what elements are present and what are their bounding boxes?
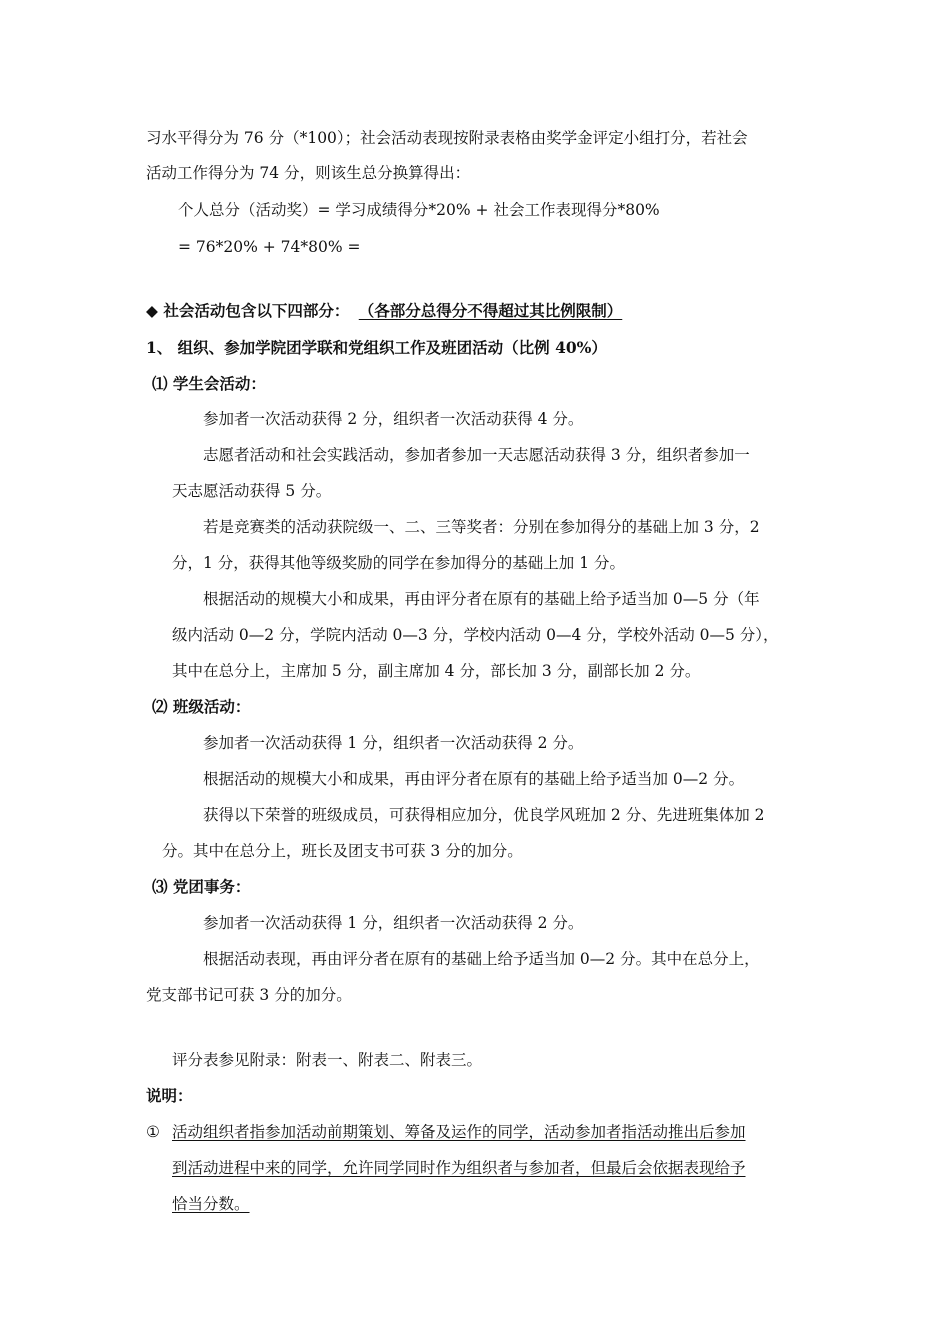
note-title: 说明： [146,1086,193,1105]
sub2-para-3b: 分。其中在总分上，班长及团支书可获 3 分的加分。 [162,842,523,860]
sub1-para-3b: 分，1 分，获得其他等级奖励的同学在参加得分的基础上加 1 分。 [172,554,626,572]
appendix-reference: 评分表参见附录：附表一、附表二、附表三。 [172,1051,483,1069]
formula-line-2: = 76*20% + 74*80% = [178,238,361,256]
heading-note: （各部分总得分不得超过其比例限制） [358,301,623,320]
formula-line-1: 个人总分（活动奖）= 学习成绩得分*20% + 社会工作表现得分*80% [178,201,660,219]
note-marker: ① [146,1123,160,1141]
sub1-para-2a: 志愿者活动和社会实践活动，参加者参加一天志愿活动获得 3 分，组织者参加一 [203,446,750,464]
intro-line-1: 习水平得分为 76 分（*100）；社会活动表现按附录表格由奖学金评定小组打分，若社会 [146,129,748,147]
sub1-para-4c: 其中在总分上，主席加 5 分，副主席加 4 分，部长加 3 分，副部长加 2 分。 [172,662,701,680]
sub1-para-4a: 根据活动的规模大小和成果，再由评分者在原有的基础上给予适当加 0—5 分（年 [203,590,760,608]
section-heading [146,300,622,322]
part1-title: 1、 组织、参加学院团学联和党组织工作及班团活动（比例 40%） [146,338,607,357]
diamond-icon: ◆ [146,301,158,320]
intro-line-2: 活动工作得分为 74 分，则该生总分换算得出： [146,164,471,182]
sub1-para-2b: 天志愿活动获得 5 分。 [172,482,332,500]
sub3-para-1: 参加者一次活动获得 1 分，组织者一次活动获得 2 分。 [203,914,584,932]
note-line-3: 恰当分数。 [172,1195,250,1213]
sub1-para-1: 参加者一次活动获得 2 分，组织者一次活动获得 4 分。 [203,410,584,428]
sub3-para-2a: 根据活动表现，再由评分者在原有的基础上给予适当加 0—2 分。其中在总分上， [203,950,760,968]
sub1-para-3a: 若是竞赛类的活动获院级一、二、三等奖者：分别在参加得分的基础上加 3 分，2 [203,518,760,536]
sub2-title: ⑵ 班级活动： [152,697,251,716]
sub3-title: ⑶ 党团事务： [152,877,251,896]
sub1-para-4b: 级内活动 0—2 分，学院内活动 0—3 分，学校内活动 0—4 分，学校外活动 0—5 分）， [172,626,779,644]
sub1-title: ⑴ 学生会活动： [152,374,266,393]
note-line-1: 活动组织者指参加活动前期策划、筹备及运作的同学，活动参加者指活动推出后参加 [172,1123,746,1141]
sub2-para-1: 参加者一次活动获得 1 分，组织者一次活动获得 2 分。 [203,734,584,752]
sub2-para-3a: 获得以下荣誉的班级成员，可获得相应加分，优良学风班加 2 分、先进班集体加 2 [203,806,765,824]
note-line-2: 到活动进程中来的同学，允许同学同时作为组织者与参加者，但最后会依据表现给予 [172,1159,746,1177]
sub3-para-2b: 党支部书记可获 3 分的加分。 [146,986,352,1004]
sub2-para-2: 根据活动的规模大小和成果，再由评分者在原有的基础上给予适当加 0—2 分。 [203,770,745,788]
heading-text: 社会活动包含以下四部分： [163,301,350,320]
